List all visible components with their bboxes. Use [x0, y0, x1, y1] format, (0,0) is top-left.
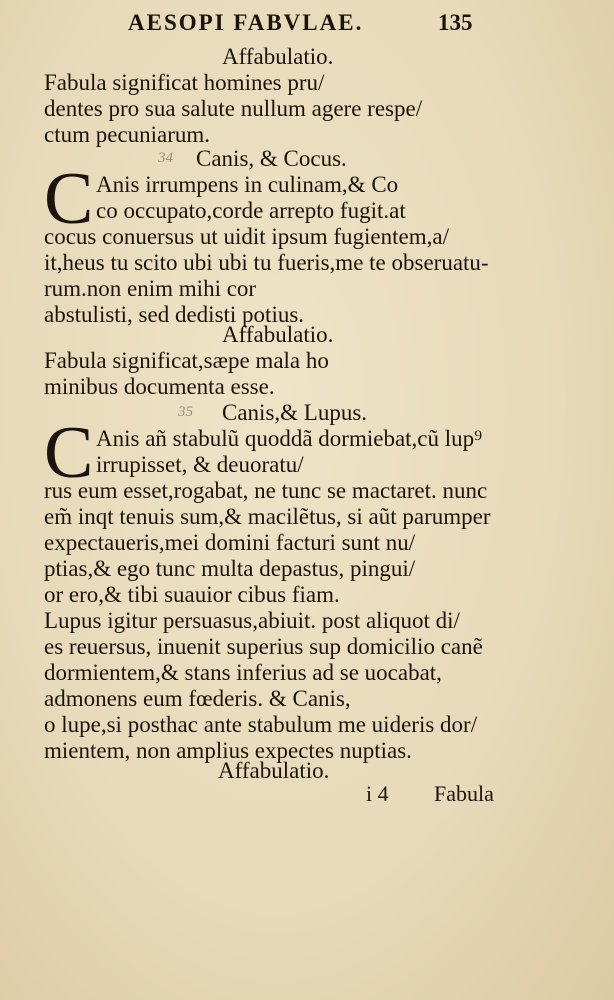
text-line: cocus conuersus ut uidit ipsum fugientem,a/: [44, 224, 449, 249]
page-header: [0, 6, 614, 42]
margin-note: 35: [178, 404, 193, 420]
text-line: dormientem,& stans inferius ad se uocabat,: [44, 660, 442, 685]
text-line: minibus documenta esse.: [44, 374, 275, 399]
text-line: Anis añ stabulũ quoddã dormiebat,cũ lup⁹: [96, 426, 483, 451]
fable-title: Canis, & Cocus.: [196, 146, 347, 171]
text-line: rus eum esset,rogabat, ne tunc se mactaret. nunc: [44, 478, 488, 503]
running-title: AESOPI FABVLAE.: [128, 10, 364, 35]
text-line: ctum pecuniarum.: [44, 122, 211, 147]
text-line: ptias,& ego tunc multa depastus, pingui/: [44, 556, 416, 581]
text-line: Fabula significat,sæpe mala ho: [44, 348, 329, 373]
catchword: Fabula: [434, 781, 494, 806]
margin-note: 34: [158, 150, 173, 166]
drop-initial: C: [44, 412, 94, 494]
moral-heading: Affabulatio.: [222, 44, 334, 69]
moral-heading: Affabulatio.: [218, 758, 330, 783]
text-line: co occupato,corde arrepto fugit.at: [96, 198, 406, 223]
moral-heading: Affabulatio.: [222, 322, 334, 347]
text-line: Lupus igitur persuasus,abiuit. post aliquot di/: [44, 608, 460, 633]
text-line: irrupisset, & deuoratu/: [96, 452, 304, 477]
text-line: it,heus tu scito ubi ubi tu fueris,me te obseruatu-: [44, 250, 489, 275]
text-line: expectaueris,mei domini facturi sunt nu/: [44, 530, 416, 555]
text-line: es reuersus, inuenit superius sup domicilio canẽ: [44, 634, 483, 659]
text-line: em̃ inqt tenuis sum,& macilẽtus, si aũt parumper: [44, 504, 491, 529]
text-line: mientem, non amplius expectes nuptias.: [44, 738, 412, 763]
text-line: Fabula significat homines pru/: [44, 70, 325, 95]
text-line: o lupe,si posthac ante stabulum me uideris dor/: [44, 712, 478, 737]
text-line: Anis irrumpens in culinam,& Co: [96, 172, 399, 197]
fable-title: Canis,& Lupus.: [222, 400, 368, 425]
text-line: or ero,& tibi suauior cibus fiam.: [44, 582, 340, 607]
text-line: abstulisti, sed dedisti potius.: [44, 302, 305, 327]
drop-initial: C: [44, 158, 94, 240]
page-number: 135: [438, 10, 473, 35]
text-line: admonens eum fœderis. & Canis,: [44, 686, 351, 711]
text-line: dentes pro sua salute nullum agere respe/: [44, 96, 423, 121]
text-line: rum.non enim mihi cor: [44, 276, 257, 301]
signature-mark: i 4: [366, 781, 389, 806]
